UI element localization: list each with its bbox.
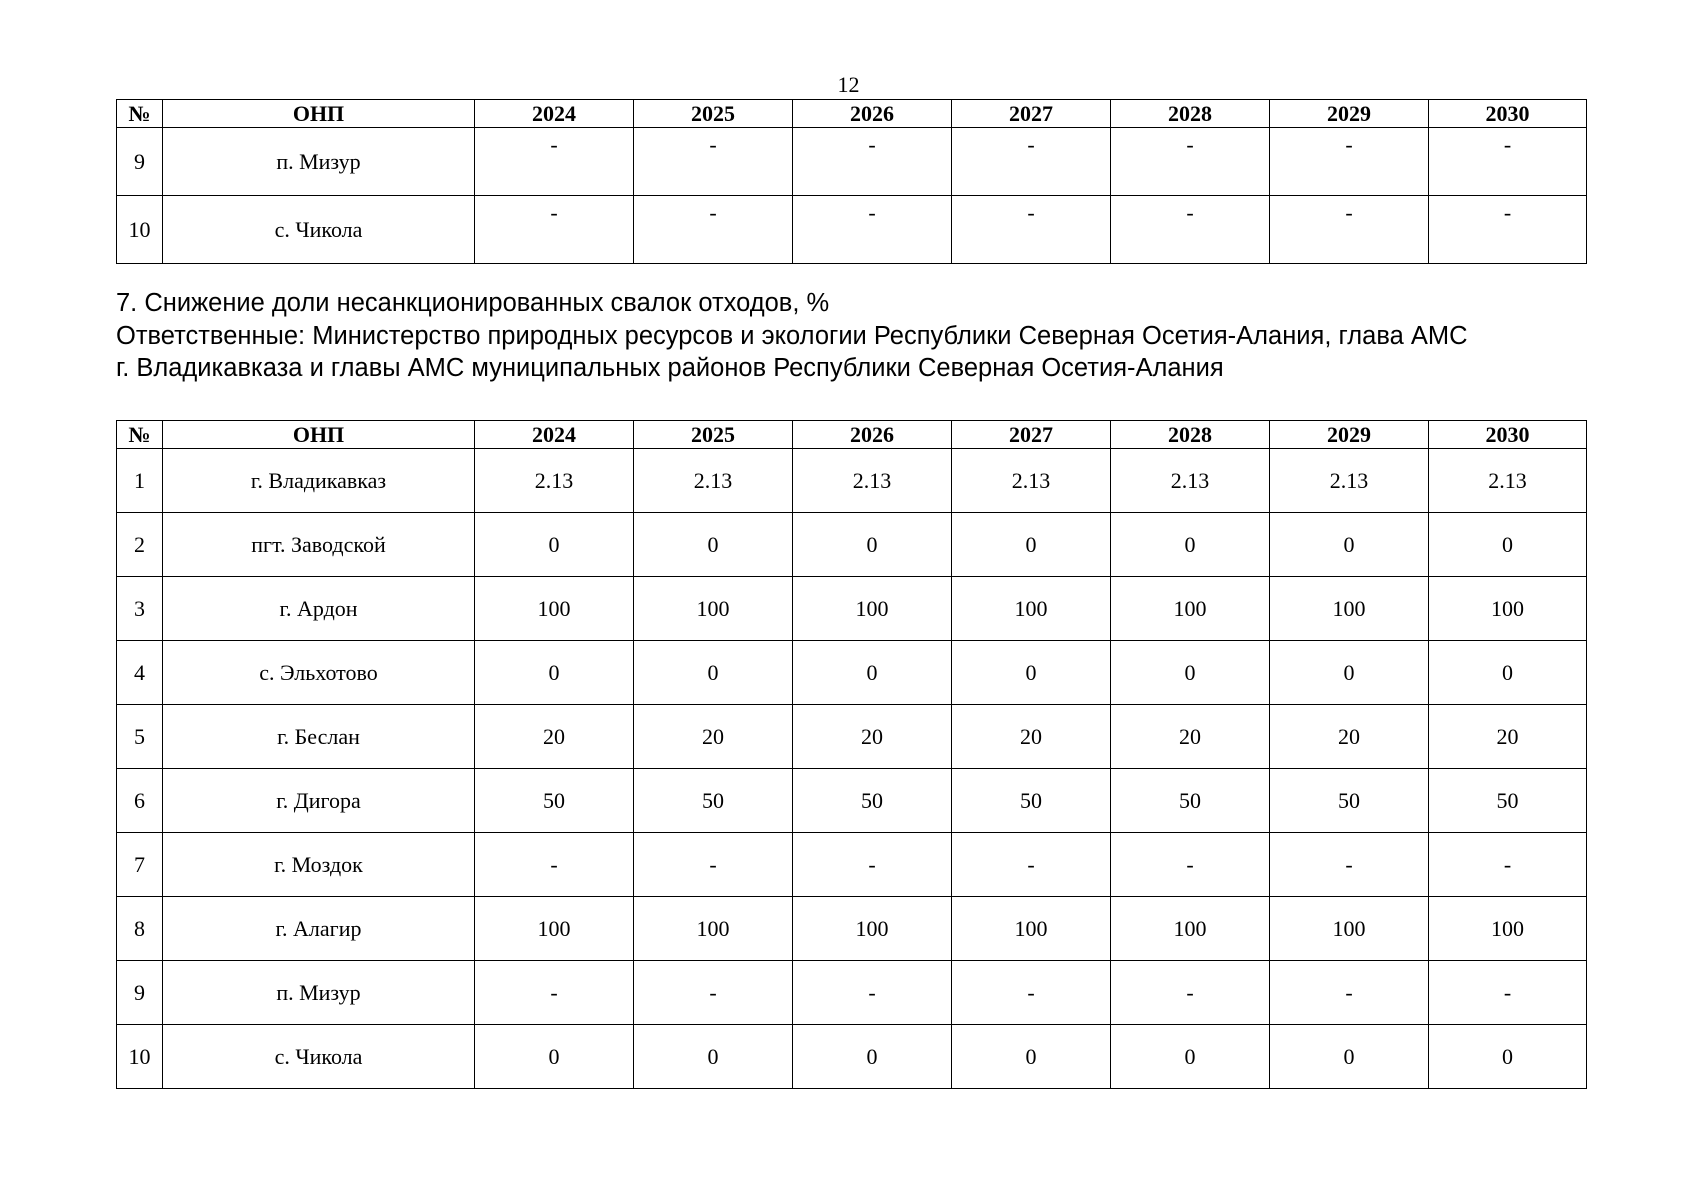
- value-cell-2026: 0: [793, 513, 952, 577]
- value-cell-2027: 0: [952, 1025, 1111, 1089]
- value-cell-2027: -: [952, 961, 1111, 1025]
- value-cell-2029: 100: [1270, 577, 1429, 641]
- value-cell-2025: -: [634, 961, 793, 1025]
- settlement-name-cell: пгт. Заводской: [163, 513, 475, 577]
- table-row: [117, 897, 1587, 961]
- row-number-cell: 5: [117, 705, 163, 769]
- column-header: 2028: [1111, 421, 1270, 449]
- settlement-name-cell: с. Эльхотово: [163, 641, 475, 705]
- value-cell-2026: 0: [793, 1025, 952, 1089]
- value-cell-2026: -: [793, 196, 952, 264]
- value-cell-2030: 20: [1429, 705, 1587, 769]
- page-number: 12: [837, 72, 860, 97]
- table-row: [117, 513, 1587, 577]
- table-row: [117, 449, 1587, 513]
- value-cell-2030: -: [1429, 128, 1587, 196]
- settlement-name-cell: г. Алагир: [163, 897, 475, 961]
- value-cell-2024: -: [475, 196, 634, 264]
- value-cell-2030: 0: [1429, 641, 1587, 705]
- column-header: 2024: [475, 100, 634, 128]
- value-cell-2028: 0: [1111, 1025, 1270, 1089]
- value-cell-2025: -: [634, 833, 793, 897]
- table-row: [117, 833, 1587, 897]
- section-description: [116, 287, 1596, 385]
- settlement-name-cell: г. Дигора: [163, 769, 475, 833]
- column-header: №: [117, 100, 163, 128]
- value-cell-2027: 0: [952, 641, 1111, 705]
- column-header: 2029: [1270, 100, 1429, 128]
- value-cell-2027: -: [952, 128, 1111, 196]
- settlement-name-cell: п. Мизур: [163, 961, 475, 1025]
- value-cell-2024: 0: [475, 1025, 634, 1089]
- value-cell-2030: -: [1429, 196, 1587, 264]
- row-number-cell: 2: [117, 513, 163, 577]
- column-header: №: [117, 421, 163, 449]
- value-cell-2029: 20: [1270, 705, 1429, 769]
- table-continued: [116, 99, 1587, 264]
- table-row: [117, 641, 1587, 705]
- value-cell-2024: 20: [475, 705, 634, 769]
- column-header: 2029: [1270, 421, 1429, 449]
- value-cell-2026: -: [793, 961, 952, 1025]
- value-cell-2030: 0: [1429, 513, 1587, 577]
- responsible-line-2: г. Владикавказа и главы АМС муниципальных районов Республики Северная Осетия-Алания: [116, 354, 1224, 382]
- value-cell-2030: 100: [1429, 897, 1587, 961]
- row-number-cell: 9: [117, 961, 163, 1025]
- table-row: [117, 769, 1587, 833]
- settlement-name-cell: с. Чикола: [163, 1025, 475, 1089]
- value-cell-2029: 100: [1270, 897, 1429, 961]
- value-cell-2027: 100: [952, 577, 1111, 641]
- value-cell-2028: -: [1111, 961, 1270, 1025]
- value-cell-2024: 0: [475, 641, 634, 705]
- row-number-cell: 10: [117, 1025, 163, 1089]
- value-cell-2026: 50: [793, 769, 952, 833]
- settlement-name-cell: с. Чикола: [163, 196, 475, 264]
- value-cell-2025: 0: [634, 641, 793, 705]
- value-cell-2028: -: [1111, 833, 1270, 897]
- value-cell-2026: 100: [793, 897, 952, 961]
- column-header: 2027: [952, 421, 1111, 449]
- value-cell-2024: 50: [475, 769, 634, 833]
- value-cell-2025: -: [634, 128, 793, 196]
- value-cell-2027: 50: [952, 769, 1111, 833]
- row-number-cell: 7: [117, 833, 163, 897]
- value-cell-2028: 100: [1111, 577, 1270, 641]
- value-cell-2030: 0: [1429, 1025, 1587, 1089]
- column-header: 2030: [1429, 421, 1587, 449]
- value-cell-2026: 100: [793, 577, 952, 641]
- value-cell-2030: -: [1429, 961, 1587, 1025]
- table-row: [117, 1025, 1587, 1089]
- value-cell-2025: 2.13: [634, 449, 793, 513]
- row-number-cell: 8: [117, 897, 163, 961]
- table-header-row: [117, 100, 1587, 128]
- column-header: 2027: [952, 100, 1111, 128]
- column-header: ОНП: [163, 100, 475, 128]
- column-header: 2028: [1111, 100, 1270, 128]
- value-cell-2030: 2.13: [1429, 449, 1587, 513]
- value-cell-2027: 2.13: [952, 449, 1111, 513]
- value-cell-2024: 2.13: [475, 449, 634, 513]
- value-cell-2027: -: [952, 196, 1111, 264]
- value-cell-2025: 50: [634, 769, 793, 833]
- value-cell-2029: -: [1270, 196, 1429, 264]
- value-cell-2024: -: [475, 961, 634, 1025]
- value-cell-2026: 0: [793, 641, 952, 705]
- value-cell-2030: -: [1429, 833, 1587, 897]
- value-cell-2029: 0: [1270, 641, 1429, 705]
- value-cell-2028: -: [1111, 128, 1270, 196]
- value-cell-2025: -: [634, 196, 793, 264]
- section-heading: 7. Снижение доли несанкционированных свалок отходов, %: [116, 289, 830, 317]
- table-row: [117, 961, 1587, 1025]
- settlement-name-cell: г. Ардон: [163, 577, 475, 641]
- row-number-cell: 1: [117, 449, 163, 513]
- column-header: 2026: [793, 421, 952, 449]
- value-cell-2024: -: [475, 833, 634, 897]
- table-row: [117, 196, 1587, 264]
- value-cell-2024: 100: [475, 577, 634, 641]
- value-cell-2029: 0: [1270, 513, 1429, 577]
- value-cell-2029: -: [1270, 128, 1429, 196]
- value-cell-2025: 0: [634, 1025, 793, 1089]
- value-cell-2026: -: [793, 833, 952, 897]
- value-cell-2027: 100: [952, 897, 1111, 961]
- value-cell-2026: 2.13: [793, 449, 952, 513]
- value-cell-2025: 100: [634, 897, 793, 961]
- settlement-name-cell: п. Мизур: [163, 128, 475, 196]
- value-cell-2027: 0: [952, 513, 1111, 577]
- settlement-name-cell: г. Владикавказ: [163, 449, 475, 513]
- table-header-row: [117, 421, 1587, 449]
- column-header: 2030: [1429, 100, 1587, 128]
- column-header: 2026: [793, 100, 952, 128]
- value-cell-2029: -: [1270, 833, 1429, 897]
- row-number-cell: 6: [117, 769, 163, 833]
- row-number-cell: 3: [117, 577, 163, 641]
- responsible-line-1: Ответственные: Министерство природных ресурсов и экологии Республики Северная Осетия-Алания, глава АМС: [116, 321, 1468, 350]
- value-cell-2028: 50: [1111, 769, 1270, 833]
- value-cell-2029: 2.13: [1270, 449, 1429, 513]
- value-cell-2025: 20: [634, 705, 793, 769]
- value-cell-2029: 0: [1270, 1025, 1429, 1089]
- column-header: 2025: [634, 100, 793, 128]
- value-cell-2024: 0: [475, 513, 634, 577]
- column-header: 2024: [475, 421, 634, 449]
- row-number-cell: 4: [117, 641, 163, 705]
- value-cell-2030: 100: [1429, 577, 1587, 641]
- settlement-name-cell: г. Беслан: [163, 705, 475, 769]
- column-header: ОНП: [163, 421, 475, 449]
- table-unsanctioned-dumps: [116, 420, 1587, 1089]
- table-row: [117, 128, 1587, 196]
- table-row: [117, 705, 1587, 769]
- value-cell-2029: -: [1270, 961, 1429, 1025]
- table-row: [117, 577, 1587, 641]
- value-cell-2026: -: [793, 128, 952, 196]
- value-cell-2025: 0: [634, 513, 793, 577]
- value-cell-2028: 2.13: [1111, 449, 1270, 513]
- column-header: 2025: [634, 421, 793, 449]
- value-cell-2028: 0: [1111, 513, 1270, 577]
- value-cell-2028: -: [1111, 196, 1270, 264]
- value-cell-2026: 20: [793, 705, 952, 769]
- row-number-cell: 10: [117, 196, 163, 264]
- value-cell-2027: -: [952, 833, 1111, 897]
- value-cell-2027: 20: [952, 705, 1111, 769]
- value-cell-2028: 100: [1111, 897, 1270, 961]
- settlement-name-cell: г. Моздок: [163, 833, 475, 897]
- value-cell-2028: 0: [1111, 641, 1270, 705]
- value-cell-2024: -: [475, 128, 634, 196]
- value-cell-2025: 100: [634, 577, 793, 641]
- value-cell-2029: 50: [1270, 769, 1429, 833]
- value-cell-2028: 20: [1111, 705, 1270, 769]
- value-cell-2024: 100: [475, 897, 634, 961]
- value-cell-2030: 50: [1429, 769, 1587, 833]
- row-number-cell: 9: [117, 128, 163, 196]
